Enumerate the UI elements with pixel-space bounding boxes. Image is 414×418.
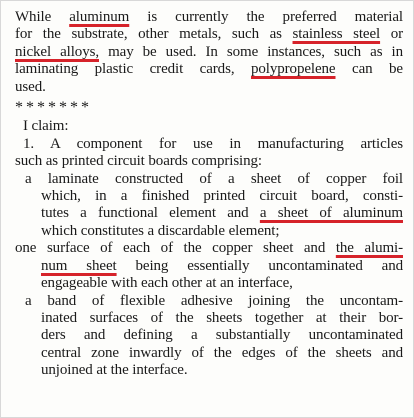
claim-line: which constitutes a discardable element; <box>41 222 280 239</box>
claim-line: tutes a functional element and a sheet of aluminum <box>41 205 403 222</box>
claim-line: num sheet being essentially uncontaminated and <box>41 257 403 274</box>
highlight-aluminum: aluminum <box>69 9 130 25</box>
highlight-the-aluminum: the alumi- <box>335 240 403 257</box>
section-separator: ******* <box>15 99 92 117</box>
highlight-sheet-of-aluminum: a sheet of aluminum <box>259 205 403 222</box>
highlight-polypropelene: polypropelene <box>250 61 336 78</box>
claim-line: such as printed circuit boards comprising: <box>15 153 262 170</box>
highlight-stainless-steel: stainless steel <box>292 26 381 43</box>
highlight-num-sheet: num sheet <box>41 257 117 274</box>
para-line: used. <box>15 78 46 95</box>
para-line: for the substrate, other metals, such as stainless steel or <box>15 26 403 43</box>
claim-line: a band of flexible adhesive joining the uncontam- <box>25 292 403 309</box>
claim-line: inated surfaces of the sheets together at their bor- <box>41 309 403 326</box>
para-line: While aluminum is currently the preferred material <box>15 9 403 25</box>
highlight-nickel-alloys: nickel alloys, <box>15 43 99 60</box>
para-line: laminating plastic credit cards, polypropelene can be <box>15 61 403 78</box>
claim-line: central zone inwardly of the edges of the sheets and <box>41 344 403 361</box>
para-line: nickel alloys, may be used. In some instances, such as in <box>15 43 403 60</box>
patent-excerpt <box>15 9 403 380</box>
claim-line: ders and defining a substantially uncontaminated <box>41 327 403 344</box>
claim-intro: I claim: <box>23 118 69 135</box>
claim-line: a laminate constructed of a sheet of copper foil <box>25 170 403 187</box>
claim-line: which, in a finished printed circuit board, consti- <box>41 188 403 205</box>
claim-line: one surface of each of the copper sheet and the alumi- <box>15 240 403 257</box>
claim-line: engageable with each other at an interface, <box>41 275 293 292</box>
claim-line: unjoined at the interface. <box>41 362 188 379</box>
claim-line: 1. A component for use in manufacturing articles <box>23 135 403 152</box>
